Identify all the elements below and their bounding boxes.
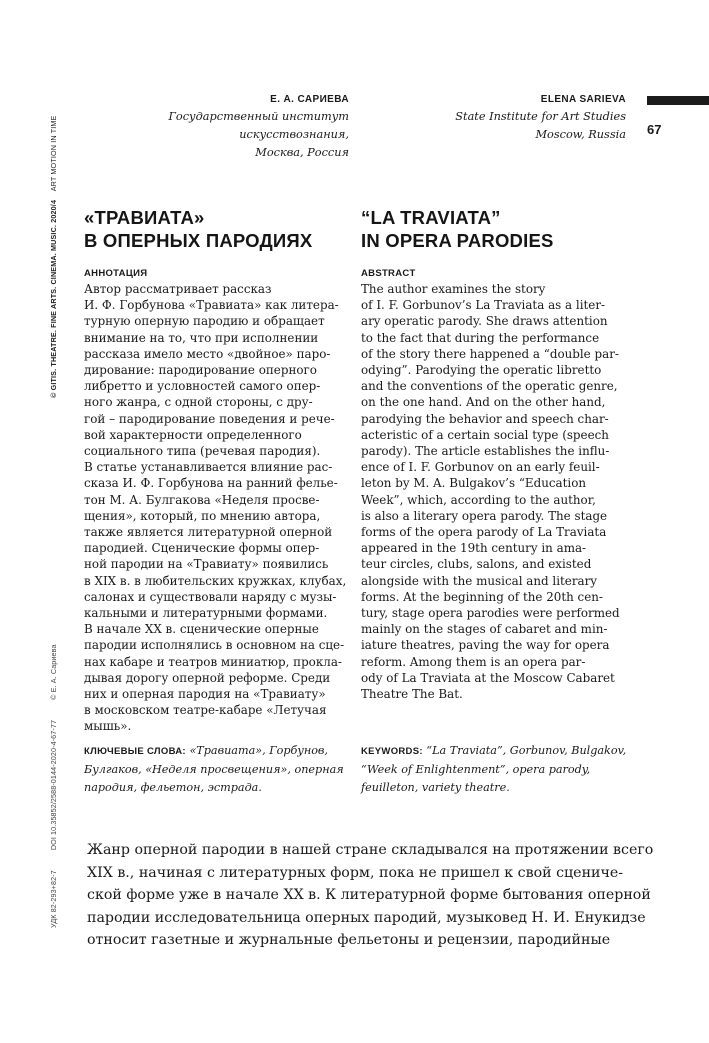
affiliation-line: Государственный институт <box>168 110 349 123</box>
abstract-line: of I. F. Gorbunov’s La Traviata as a liter- <box>361 298 606 313</box>
abstract-line: дывая дорогу оперной реформе. Среди <box>84 670 331 685</box>
abstract-line: Theatre The Bat. <box>361 687 463 702</box>
abstract-line: внимание на то, что при исполнении <box>84 330 319 345</box>
udk-code: УДК 82-293+82-7 <box>49 870 58 928</box>
abstract-line: Week”, which, according to the author, <box>361 492 596 507</box>
abstract-line: турную оперную пародию и обращает <box>84 314 325 329</box>
abstract-line: ary operatic parody. She draws attention <box>361 314 608 329</box>
title-line: В ОПЕРНЫХ ПАРОДИЯХ <box>84 230 313 251</box>
abstract-en <box>361 264 629 702</box>
author-block-ru <box>84 94 349 163</box>
abstract-line: appeared in the 19th century in ama- <box>361 541 587 556</box>
abstract-line: of the story there happened a “double par- <box>361 346 619 361</box>
keywords-ru <box>84 742 352 797</box>
article-title-ru <box>84 206 354 252</box>
abstract-line: acteristic of a certain social type (speech <box>361 427 609 442</box>
abstract-line: odying”. Parodying the operatic libretto <box>361 363 602 378</box>
abstract-label-en: ABSTRACT <box>361 268 416 279</box>
affiliation-line: State Institute for Art Studies <box>455 110 626 123</box>
abstract-line: гой – пародирование поведения и рече- <box>84 411 335 426</box>
abstract-line: рассказа имело место «двойное» паро- <box>84 346 331 361</box>
abstract-line: reform. Among them is an opera par- <box>361 654 586 669</box>
abstract-line: parody). The article establishes the influ- <box>361 444 610 459</box>
keywords-label-en: KEYWORDS: <box>361 746 423 757</box>
abstract-line: alongside with the musical and literary <box>361 573 598 588</box>
title-line: IN OPERA PARODIES <box>361 230 554 251</box>
keywords-text-ru: «Травиата», Горбунов, Булгаков, «Неделя просвещения», оперная пародия, фельетон, эстрада. <box>84 744 344 794</box>
body-paragraph <box>87 839 654 952</box>
abstract-line: тон М. А. Булгакова «Неделя просве- <box>84 492 320 507</box>
abstract-line: салонах и существовали наряду с музы- <box>84 589 337 604</box>
abstract-line: мышь». <box>84 719 132 734</box>
abstract-line: is also a literary opera parody. The stage <box>361 508 608 523</box>
abstract-line: ной пародии на «Травиату» появились <box>84 557 329 572</box>
abstract-line: И. Ф. Горбунова «Травиата» как литера- <box>84 298 339 313</box>
title-line: “LA TRAVIATA” <box>361 207 501 228</box>
page-number: 67 <box>647 122 662 137</box>
body-line: относит газетные и журнальные фельетоны и рецензии, пародийные <box>87 932 611 949</box>
abstract-line: них и оперная пародия на «Травиату» <box>84 687 326 702</box>
article-title-en <box>361 206 631 252</box>
side-identifiers <box>49 626 58 928</box>
abstract-line: parodying the behavior and speech char- <box>361 411 609 426</box>
abstract-line: tury, stage opera parodies were performed <box>361 606 620 621</box>
affiliation-line: Moscow, Russia <box>535 128 626 142</box>
abstract-line: В статье устанавливается влияние рас- <box>84 460 333 475</box>
side-journal-text: ART MOTION IN TIME <box>49 115 58 192</box>
abstract-line: дирование: пародирование оперного <box>84 363 317 378</box>
abstract-line: сказа И. Ф. Горбунова на ранний фелье- <box>84 476 338 491</box>
abstract-line: либретто и условностей самого опер- <box>84 379 321 394</box>
keywords-en <box>361 742 629 797</box>
affiliation-en <box>361 108 626 144</box>
header-bar <box>647 96 709 105</box>
affiliation-line: Москва, Россия <box>255 146 349 160</box>
author-name-en: ELENA SARIEVA <box>540 94 626 105</box>
abstract-line: on the one hand. And on the other hand, <box>361 395 606 410</box>
doi-code: DOI 10.35852/2588-0144-2020-4-67-77 <box>49 719 58 851</box>
abstract-line: также является литературной оперной <box>84 525 333 540</box>
abstract-ru <box>84 264 352 735</box>
abstract-label-ru: АННОТАЦИЯ <box>84 268 148 279</box>
keywords-label-ru: КЛЮЧЕВЫЕ СЛОВА: <box>84 746 186 757</box>
abstract-line: mainly on the stages of cabaret and min- <box>361 622 608 637</box>
abstract-line: forms of the opera parody of La Traviata <box>361 525 607 540</box>
affiliation-line: искусствознания, <box>239 128 349 142</box>
body-line: ской форме уже в начале XX в. К литературной форме бытования оперной <box>87 887 651 904</box>
abstract-line: teur circles, clubs, salons, and existed <box>361 557 592 572</box>
abstract-text-en <box>361 281 629 702</box>
abstract-line: Автор рассматривает рассказ <box>84 282 272 296</box>
keywords-text-en: “La Traviata”, Gorbunov, Bulgakov, “Week of Enlightenment”, opera parody, feuilleton, variety theatre. <box>361 744 627 794</box>
abstract-line: forms. At the beginning of the 20th cen- <box>361 589 603 604</box>
abstract-line: нах кабаре и театров миниатюр, прокла- <box>84 654 342 669</box>
abstract-line: ody of La Traviata at the Moscow Cabaret <box>361 670 615 685</box>
abstract-line: В начале XX в. сценические оперные <box>84 622 319 637</box>
abstract-line: пародией. Сценические формы опер- <box>84 541 320 556</box>
abstract-line: iature theatres, paving the way for opera <box>361 638 610 653</box>
side-copyright-text: © GITIS. THEATRE. FINE ARTS. CINEMA. MUSIC. 2020/4 <box>49 199 58 398</box>
body-line: XIX в., начиная с литературных форм, пока не пришел к свой сцениче- <box>87 864 624 881</box>
abstract-line: вой характерности определенного <box>84 427 302 442</box>
abstract-line: The author examines the story <box>361 282 546 296</box>
abstract-line: ence of I. F. Gorbunov on an early feuil- <box>361 460 600 475</box>
affiliation-ru <box>84 108 349 163</box>
abstract-line: щения», который, по мнению автора, <box>84 508 321 523</box>
abstract-line: to the fact that during the performance <box>361 330 600 345</box>
title-line: «ТРАВИАТА» <box>84 207 205 228</box>
body-line: Жанр оперной пародии в нашей стране складывался на протяжении всего <box>87 842 654 858</box>
abstract-line: социального типа (речевая пародия). <box>84 444 321 459</box>
author-block-en <box>361 94 626 144</box>
side-author-copyright: © Е. А. Сариева <box>49 644 58 700</box>
abstract-line: в московском театре-кабаре «Летучая <box>84 703 327 718</box>
abstract-line: кальными и литературными формами. <box>84 606 328 621</box>
abstract-line: пародии исполнялись в основном на сце- <box>84 638 345 653</box>
abstract-line: ного жанра, с одной стороны, с дру- <box>84 395 313 410</box>
abstract-line: в XIX в. в любительских кружках, клубах, <box>84 573 347 588</box>
body-line: пародии исследовательница оперных пародий, музыковед Н. И. Енукидзе <box>87 909 646 926</box>
abstract-text-ru <box>84 281 352 735</box>
abstract-line: and the conventions of the operatic genre, <box>361 379 618 394</box>
side-copyright <box>49 116 58 398</box>
author-name-ru: Е. А. САРИЕВА <box>270 94 349 105</box>
abstract-line: leton by M. A. Bulgakov’s “Education <box>361 476 587 491</box>
